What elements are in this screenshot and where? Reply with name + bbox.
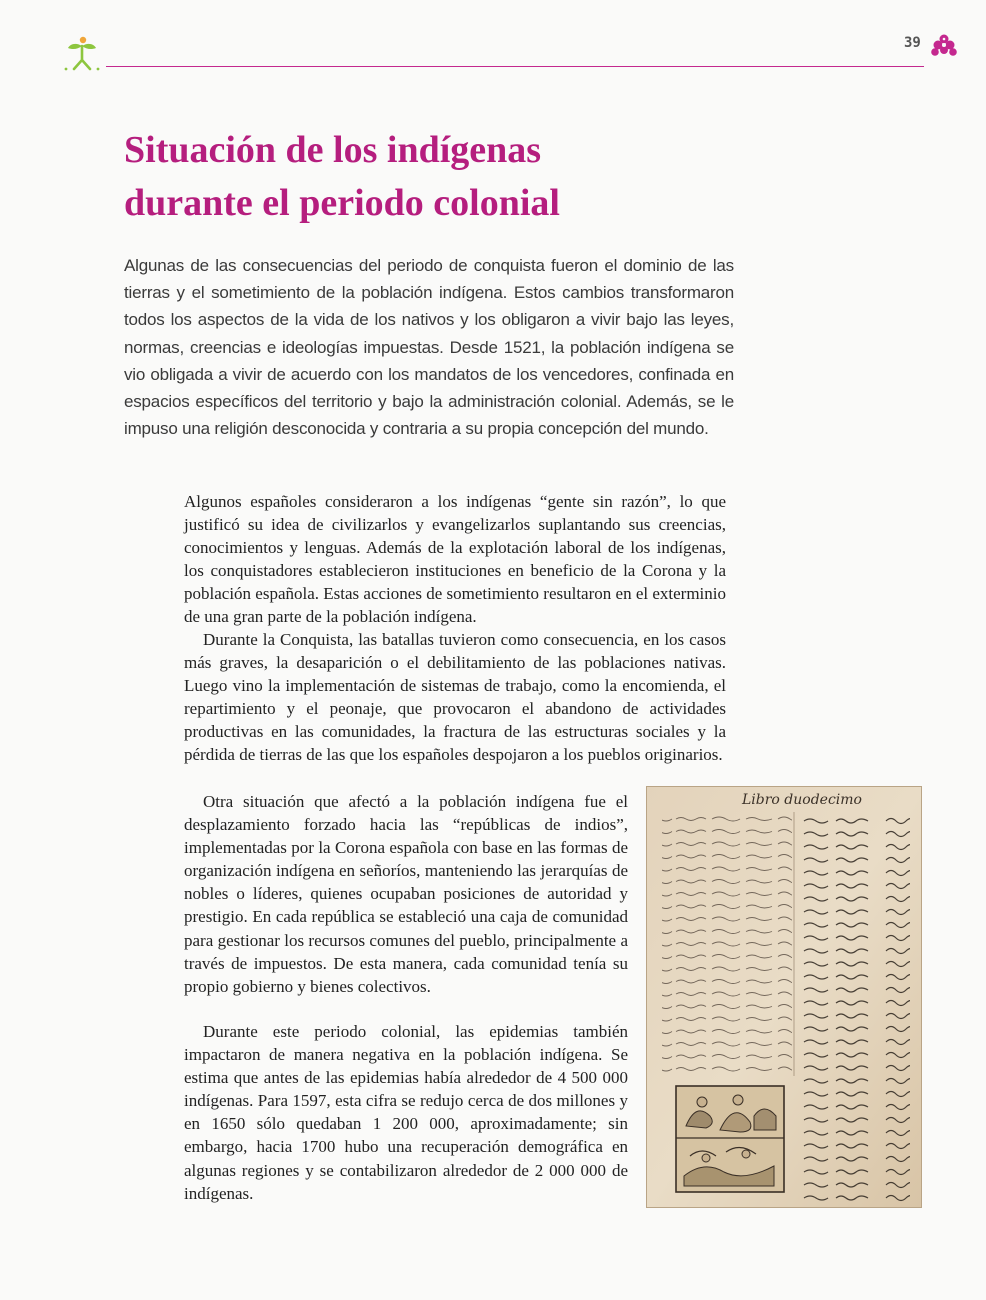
page-number: 39 [904, 35, 921, 51]
title-line-2: durante el periodo colonial [124, 182, 560, 224]
title-line-1: Situación de los indígenas [124, 129, 542, 171]
intro-paragraph: Algunas de las consecuencias del periodo de conquista fueron el dominio de las tierras y el sometimiento de la población indígena. Estos cambios transformaron todos los aspectos de la vida de los nativos y los obligaron a vivir bajo las leyes, normas, creencias e ideologías impuestas. Desde 1521, la población indígena se vio obligada a vivir de acuerdo con los mandatos de los vencedores, confinada en espacios específicos del territorio y bajo la administración colonial. Además, se le impuso una religión desconocida y contraria a su propia concepción del mundo. [124, 256, 734, 439]
flower-ornament-icon [930, 33, 958, 57]
header-rule [106, 66, 924, 67]
sprout-person-icon [62, 36, 102, 72]
body-paragraph-2: Durante la Conquista, las batallas tuvieron como consecuencia, en los casos más graves, la desaparición o el debilitamiento de las poblaciones nativas. Luego vino la implementación de sistemas de trabajo, como la encomienda, el repartimiento y el peonaje, que provocaron el abandono de actividades productivas en las comunidades, la fractura de las estructuras sociales y la pérdida de tierras de las que los españoles despojaron a los pueblos originarios. [184, 630, 726, 765]
epidemic-illustration [676, 1086, 784, 1192]
codex-manuscript-image [646, 786, 922, 1208]
body-paragraph-1: Algunos españoles consideraron a los indígenas “gente sin razón”, lo que justificó su idea de civilizarlos y evangelizarlos suplantando sus creencias, conocimientos y lenguas. Además de la explotación laboral de los indígenas, los conquistadores establecieron instituciones en beneficio de la Corona y la población española. Estas acciones de sometimiento resultaron en el exterminio de una gran parte de la población indígena. [184, 492, 726, 627]
manuscript-heading: Libro duodecimo [742, 792, 862, 808]
body-paragraph-4: Durante este periodo colonial, las epidemias también impactaron de manera negativa en la población indígena. Se estima que antes de las epidemias había alrededor de 4 500 000 indígenas. Para 1597, esta cifra se redujo cerca de dos millones y en 1650 sólo quedaban 1 200 000, aproximadamente; sin embargo, hacia 1700 hubo una recuperación demográfica en algunas regiones y se contabilizaron alrededor de 2 000 000 de indígenas. [184, 1022, 628, 1203]
body-paragraph-3: Otra situación que afectó a la población indígena fue el desplazamiento forzado hacia las “repúblicas de indios”, implementadas por la Corona española con base en las formas de organización indígena en señoríos, manteniendo las jerarquías de nobles o líderes, quienes ocupaban posiciones de autoridad y prestigio. En cada república se estableció una caja de comunidad para gestionar los recursos comunes del pueblo, principalmente a través de impuestos. De esta manera, cada comunidad tenía su propio gobierno y bienes colectivos. [184, 792, 628, 996]
page-title [124, 124, 764, 230]
